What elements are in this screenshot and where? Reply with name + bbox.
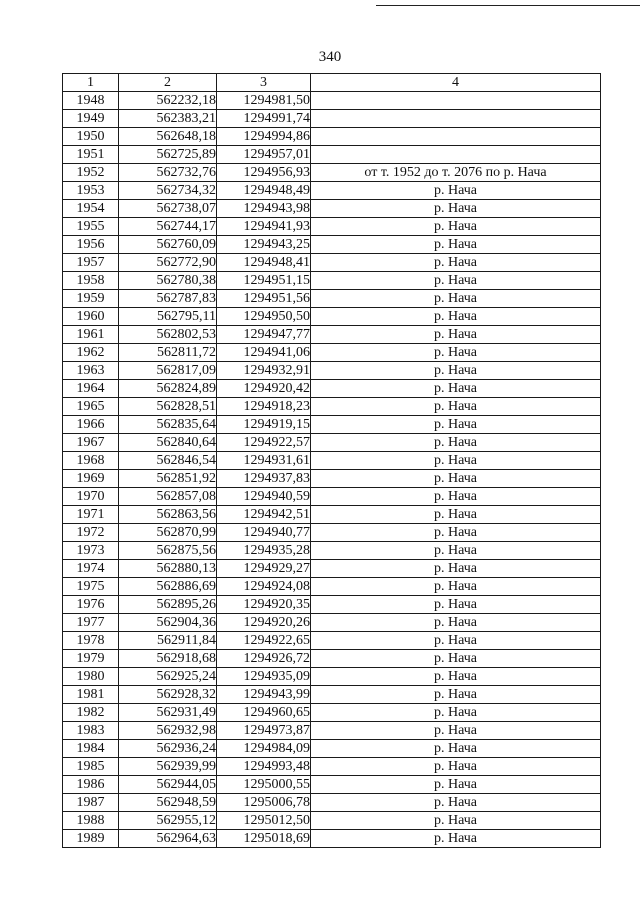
- cell-point-number: 1982: [63, 704, 119, 722]
- table-row: [63, 794, 601, 812]
- cell-boundary-description: р. Нача: [311, 686, 601, 704]
- cell-boundary-description: р. Нача: [311, 326, 601, 344]
- column-header-boundary-description: 4: [311, 74, 601, 92]
- cell-x-coordinate: 562895,26: [119, 596, 217, 614]
- cell-boundary-description: р. Нача: [311, 830, 601, 848]
- cell-x-coordinate: 562886,69: [119, 578, 217, 596]
- cell-y-coordinate: 1294932,91: [217, 362, 311, 380]
- table-row: [63, 542, 601, 560]
- cell-x-coordinate: 562857,08: [119, 488, 217, 506]
- cell-point-number: 1970: [63, 488, 119, 506]
- cell-boundary-description: р. Нача: [311, 398, 601, 416]
- cell-boundary-description: [311, 146, 601, 164]
- cell-boundary-description: р. Нача: [311, 758, 601, 776]
- cell-y-coordinate: 1295006,78: [217, 794, 311, 812]
- cell-point-number: 1983: [63, 722, 119, 740]
- table-row: [63, 164, 601, 182]
- cell-point-number: 1978: [63, 632, 119, 650]
- cell-point-number: 1954: [63, 200, 119, 218]
- cell-point-number: 1988: [63, 812, 119, 830]
- table-row: [63, 254, 601, 272]
- column-header-x-coordinate: 2: [119, 74, 217, 92]
- table-row: [63, 380, 601, 398]
- cell-x-coordinate: 562828,51: [119, 398, 217, 416]
- cell-boundary-description: р. Нача: [311, 704, 601, 722]
- cell-boundary-description: р. Нача: [311, 236, 601, 254]
- cell-y-coordinate: 1294919,15: [217, 416, 311, 434]
- cell-point-number: 1974: [63, 560, 119, 578]
- table-header-row: [63, 74, 601, 92]
- cell-y-coordinate: 1294951,56: [217, 290, 311, 308]
- cell-x-coordinate: 562383,21: [119, 110, 217, 128]
- cell-boundary-description: р. Нача: [311, 416, 601, 434]
- cell-boundary-description: р. Нача: [311, 596, 601, 614]
- cell-boundary-description: р. Нача: [311, 362, 601, 380]
- cell-x-coordinate: 562955,12: [119, 812, 217, 830]
- table-row: [63, 452, 601, 470]
- cell-point-number: 1952: [63, 164, 119, 182]
- cell-y-coordinate: 1294960,65: [217, 704, 311, 722]
- cell-y-coordinate: 1294942,51: [217, 506, 311, 524]
- cell-y-coordinate: 1294940,77: [217, 524, 311, 542]
- cell-x-coordinate: 562846,54: [119, 452, 217, 470]
- cell-point-number: 1976: [63, 596, 119, 614]
- table-row: [63, 776, 601, 794]
- table-row: [63, 92, 601, 110]
- cell-y-coordinate: 1294937,83: [217, 470, 311, 488]
- cell-x-coordinate: 562851,92: [119, 470, 217, 488]
- cell-x-coordinate: 562648,18: [119, 128, 217, 146]
- table-row: [63, 362, 601, 380]
- cell-point-number: 1961: [63, 326, 119, 344]
- table-row: [63, 524, 601, 542]
- cell-boundary-description: р. Нача: [311, 470, 601, 488]
- cell-point-number: 1975: [63, 578, 119, 596]
- cell-y-coordinate: 1294943,99: [217, 686, 311, 704]
- cell-x-coordinate: 562760,09: [119, 236, 217, 254]
- cell-boundary-description: р. Нача: [311, 524, 601, 542]
- table-row: [63, 146, 601, 164]
- cell-point-number: 1950: [63, 128, 119, 146]
- cell-y-coordinate: 1295000,55: [217, 776, 311, 794]
- table-row: [63, 416, 601, 434]
- cell-boundary-description: р. Нача: [311, 272, 601, 290]
- cell-y-coordinate: 1294922,57: [217, 434, 311, 452]
- cell-x-coordinate: 562939,99: [119, 758, 217, 776]
- cell-point-number: 1971: [63, 506, 119, 524]
- cell-point-number: 1968: [63, 452, 119, 470]
- cell-y-coordinate: 1294922,65: [217, 632, 311, 650]
- cell-y-coordinate: 1294920,26: [217, 614, 311, 632]
- cell-boundary-description: р. Нача: [311, 452, 601, 470]
- cell-y-coordinate: 1294929,27: [217, 560, 311, 578]
- table-row: [63, 560, 601, 578]
- cell-point-number: 1984: [63, 740, 119, 758]
- cell-x-coordinate: 562835,64: [119, 416, 217, 434]
- cell-x-coordinate: 562802,53: [119, 326, 217, 344]
- cell-y-coordinate: 1294984,09: [217, 740, 311, 758]
- cell-y-coordinate: 1294981,50: [217, 92, 311, 110]
- cell-y-coordinate: 1294994,86: [217, 128, 311, 146]
- cell-x-coordinate: 562787,83: [119, 290, 217, 308]
- cell-y-coordinate: 1295012,50: [217, 812, 311, 830]
- cell-y-coordinate: 1294935,28: [217, 542, 311, 560]
- cell-boundary-description: р. Нача: [311, 578, 601, 596]
- cell-boundary-description: р. Нача: [311, 794, 601, 812]
- cell-y-coordinate: 1294931,61: [217, 452, 311, 470]
- cell-x-coordinate: 562744,17: [119, 218, 217, 236]
- table-row: [63, 272, 601, 290]
- cell-x-coordinate: 562911,84: [119, 632, 217, 650]
- cell-point-number: 1960: [63, 308, 119, 326]
- cell-x-coordinate: 562944,05: [119, 776, 217, 794]
- cell-point-number: 1973: [63, 542, 119, 560]
- cell-point-number: 1979: [63, 650, 119, 668]
- cell-point-number: 1956: [63, 236, 119, 254]
- cell-y-coordinate: 1294991,74: [217, 110, 311, 128]
- cell-y-coordinate: 1294920,35: [217, 596, 311, 614]
- page-number: 340: [318, 49, 342, 65]
- cell-boundary-description: р. Нача: [311, 722, 601, 740]
- table-row: [63, 686, 601, 704]
- cell-y-coordinate: 1294943,98: [217, 200, 311, 218]
- table-row: [63, 344, 601, 362]
- cell-point-number: 1969: [63, 470, 119, 488]
- cell-boundary-description: [311, 128, 601, 146]
- cell-x-coordinate: 562795,11: [119, 308, 217, 326]
- cell-x-coordinate: 562817,09: [119, 362, 217, 380]
- cell-x-coordinate: 562738,07: [119, 200, 217, 218]
- cell-point-number: 1948: [63, 92, 119, 110]
- table-row: [63, 632, 601, 650]
- cell-point-number: 1966: [63, 416, 119, 434]
- cell-x-coordinate: 562780,38: [119, 272, 217, 290]
- cell-y-coordinate: 1294918,23: [217, 398, 311, 416]
- cell-y-coordinate: 1294973,87: [217, 722, 311, 740]
- cell-x-coordinate: 562880,13: [119, 560, 217, 578]
- cell-x-coordinate: 562875,56: [119, 542, 217, 560]
- cell-boundary-description: р. Нача: [311, 218, 601, 236]
- cell-boundary-description: р. Нача: [311, 614, 601, 632]
- cell-point-number: 1987: [63, 794, 119, 812]
- table-row: [63, 236, 601, 254]
- cell-point-number: 1985: [63, 758, 119, 776]
- cell-boundary-description: р. Нача: [311, 650, 601, 668]
- cell-point-number: 1986: [63, 776, 119, 794]
- cell-x-coordinate: 562964,63: [119, 830, 217, 848]
- cell-x-coordinate: 562904,36: [119, 614, 217, 632]
- cell-boundary-description: р. Нача: [311, 542, 601, 560]
- cell-boundary-description: р. Нача: [311, 560, 601, 578]
- table-row: [63, 506, 601, 524]
- table-body: [63, 92, 601, 848]
- cell-x-coordinate: 562725,89: [119, 146, 217, 164]
- table-row: [63, 200, 601, 218]
- table-row: [63, 110, 601, 128]
- cell-boundary-description: р. Нача: [311, 344, 601, 362]
- table-row: [63, 722, 601, 740]
- cell-x-coordinate: 562931,49: [119, 704, 217, 722]
- cell-boundary-description: р. Нача: [311, 812, 601, 830]
- table-row: [63, 740, 601, 758]
- cell-point-number: 1980: [63, 668, 119, 686]
- cell-y-coordinate: 1294957,01: [217, 146, 311, 164]
- cell-x-coordinate: 562936,24: [119, 740, 217, 758]
- table-row: [63, 434, 601, 452]
- cell-x-coordinate: 562948,59: [119, 794, 217, 812]
- cell-x-coordinate: 562811,72: [119, 344, 217, 362]
- cell-y-coordinate: 1294941,93: [217, 218, 311, 236]
- cell-point-number: 1972: [63, 524, 119, 542]
- top-rule: [376, 5, 640, 6]
- cell-y-coordinate: 1294950,50: [217, 308, 311, 326]
- cell-boundary-description: р. Нача: [311, 290, 601, 308]
- cell-point-number: 1949: [63, 110, 119, 128]
- cell-point-number: 1962: [63, 344, 119, 362]
- table-row: [63, 830, 601, 848]
- cell-y-coordinate: 1294993,48: [217, 758, 311, 776]
- cell-y-coordinate: 1294941,06: [217, 344, 311, 362]
- table-row: [63, 650, 601, 668]
- cell-boundary-description: р. Нача: [311, 668, 601, 686]
- cell-x-coordinate: 562925,24: [119, 668, 217, 686]
- table-row: [63, 470, 601, 488]
- cell-x-coordinate: 562932,98: [119, 722, 217, 740]
- cell-boundary-description: [311, 92, 601, 110]
- cell-point-number: 1957: [63, 254, 119, 272]
- cell-y-coordinate: 1294947,77: [217, 326, 311, 344]
- table-row: [63, 704, 601, 722]
- cell-y-coordinate: 1294956,93: [217, 164, 311, 182]
- cell-boundary-description: р. Нача: [311, 506, 601, 524]
- cell-x-coordinate: 562734,32: [119, 182, 217, 200]
- cell-point-number: 1981: [63, 686, 119, 704]
- cell-x-coordinate: 562772,90: [119, 254, 217, 272]
- cell-y-coordinate: 1294948,49: [217, 182, 311, 200]
- cell-boundary-description: р. Нача: [311, 200, 601, 218]
- cell-boundary-description: р. Нача: [311, 182, 601, 200]
- cell-boundary-description: р. Нача: [311, 380, 601, 398]
- cell-x-coordinate: 562732,76: [119, 164, 217, 182]
- cell-point-number: 1955: [63, 218, 119, 236]
- cell-x-coordinate: 562870,99: [119, 524, 217, 542]
- cell-y-coordinate: 1294940,59: [217, 488, 311, 506]
- cell-y-coordinate: 1294920,42: [217, 380, 311, 398]
- cell-x-coordinate: 562840,64: [119, 434, 217, 452]
- cell-y-coordinate: 1294943,25: [217, 236, 311, 254]
- cell-y-coordinate: 1294924,08: [217, 578, 311, 596]
- table-row: [63, 308, 601, 326]
- table-row: [63, 758, 601, 776]
- cell-y-coordinate: 1295018,69: [217, 830, 311, 848]
- coordinates-table: [62, 73, 601, 848]
- table-row: [63, 398, 601, 416]
- cell-point-number: 1958: [63, 272, 119, 290]
- table-row: [63, 668, 601, 686]
- cell-x-coordinate: 562918,68: [119, 650, 217, 668]
- cell-boundary-description: р. Нача: [311, 776, 601, 794]
- table-row: [63, 218, 601, 236]
- table-row: [63, 578, 601, 596]
- cell-point-number: 1989: [63, 830, 119, 848]
- cell-point-number: 1951: [63, 146, 119, 164]
- cell-point-number: 1963: [63, 362, 119, 380]
- cell-point-number: 1965: [63, 398, 119, 416]
- cell-boundary-description: р. Нача: [311, 434, 601, 452]
- table-row: [63, 812, 601, 830]
- cell-boundary-description: от т. 1952 до т. 2076 по р. Нача: [311, 164, 601, 182]
- table-row: [63, 326, 601, 344]
- cell-point-number: 1953: [63, 182, 119, 200]
- cell-boundary-description: р. Нача: [311, 308, 601, 326]
- cell-x-coordinate: 562863,56: [119, 506, 217, 524]
- column-header-y-coordinate: 3: [217, 74, 311, 92]
- table-row: [63, 128, 601, 146]
- cell-point-number: 1967: [63, 434, 119, 452]
- cell-y-coordinate: 1294951,15: [217, 272, 311, 290]
- table-row: [63, 614, 601, 632]
- cell-boundary-description: р. Нача: [311, 632, 601, 650]
- cell-boundary-description: р. Нача: [311, 254, 601, 272]
- cell-point-number: 1959: [63, 290, 119, 308]
- cell-x-coordinate: 562824,89: [119, 380, 217, 398]
- cell-x-coordinate: 562928,32: [119, 686, 217, 704]
- cell-x-coordinate: 562232,18: [119, 92, 217, 110]
- cell-y-coordinate: 1294948,41: [217, 254, 311, 272]
- table-row: [63, 182, 601, 200]
- table-row: [63, 290, 601, 308]
- column-header-point-number: 1: [63, 74, 119, 92]
- cell-boundary-description: р. Нача: [311, 488, 601, 506]
- cell-y-coordinate: 1294935,09: [217, 668, 311, 686]
- table-row: [63, 596, 601, 614]
- cell-boundary-description: [311, 110, 601, 128]
- cell-point-number: 1964: [63, 380, 119, 398]
- cell-y-coordinate: 1294926,72: [217, 650, 311, 668]
- table-row: [63, 488, 601, 506]
- cell-point-number: 1977: [63, 614, 119, 632]
- cell-boundary-description: р. Нача: [311, 740, 601, 758]
